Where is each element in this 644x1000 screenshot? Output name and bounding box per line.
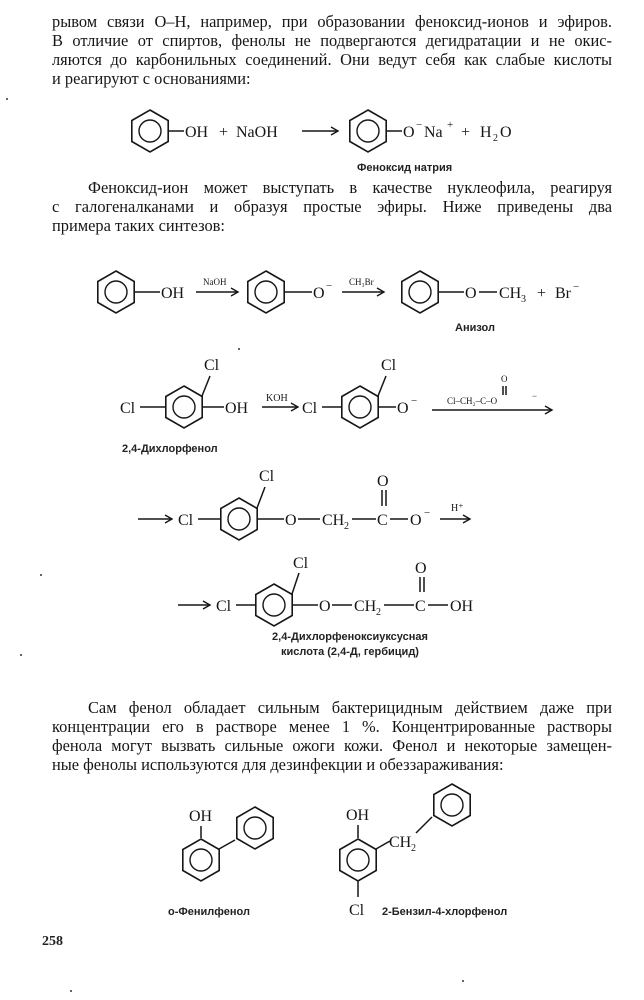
methylene-label: CH [389,834,412,851]
ether-oxygen-label: O [465,285,477,302]
paragraph-1-line: и реагируют с основаниями: [52,69,251,88]
phenoxide-oxygen-label: O [397,400,409,417]
carbonyl-oxygen-label: O [415,560,427,577]
benzene-ring [166,386,202,428]
subscript-3: 3 [521,294,526,305]
paragraph-2-line: Феноксид-ион может выступать в качестве нуклеофила, реагируя [88,178,612,197]
hydroxyl-label: OH [185,124,209,141]
reaction-anisole [0,262,644,332]
page-number: 258 [42,934,63,949]
methylene-label: CH [354,598,377,615]
chlorine-label: Cl [204,357,220,374]
hydrogen-label: H [480,124,492,141]
charge-minus: − [326,280,333,292]
caption-anisole: Анизол [455,322,495,334]
paragraph-2 [52,178,612,235]
paragraph-3-line: концентрации его в растворе менее 1 %. Концентрированные растворы [52,717,612,736]
paragraph-2-line: с галогеналканами и образуя простые эфиры. Ниже приведены два [52,197,612,216]
caption-sodium-phenoxide: Феноксид натрия [357,162,453,174]
hydroxyl-label: OH [189,808,213,825]
benzene-ring [132,110,168,152]
scan-speck [462,980,464,982]
reaction-24d-acid [0,550,644,630]
charge-minus: − [416,119,423,131]
paragraph-1 [52,12,612,88]
subscript-2: 2 [493,133,498,144]
hydroxyl-label: OH [450,598,474,615]
benzene-ring [256,584,292,626]
benzene-ring [342,386,378,428]
scan-speck [70,990,72,992]
methyl-label: CH [499,285,522,302]
benzene-ring [402,271,438,313]
benzene-ring [340,839,376,881]
caption-24d-line-1: 2,4-Дихлорфеноксиуксусная [272,631,428,643]
carbonyl-oxygen-label: O [501,374,508,384]
caption-2-benzyl-4-chlorophenol: 2-Бензил-4-хлорфенол [382,906,508,918]
benzene-ring [350,110,386,152]
reaction-phenoxyacetate [0,460,644,545]
benzene-ring [248,271,284,313]
benzene-ring [98,271,134,313]
caption-24d-line-2: кислота (2,4-Д, гербицид) [281,646,419,658]
paragraph-1-line: ляются до карбонильных соединений. Они ведут себя как слабые кислоты [52,50,612,69]
chloroacetate-charge: − [532,391,538,401]
bromide-label: Br [555,285,571,302]
reaction-dichlorophenol-koh [0,350,644,440]
reagent-koh: KOH [266,393,288,404]
scan-speck [238,348,240,350]
scan-speck [40,574,42,576]
paragraph-2-line: примера таких синтезов: [52,216,225,235]
structure-2-benzyl-4-chlorophenol [0,775,644,920]
subscript-2: 2 [376,607,381,618]
reagent-ch3br: CH₃Br [349,277,374,287]
chlorine-label: Cl [349,902,365,919]
phenoxide-oxygen-label: O [403,124,415,141]
paragraph-3 [52,698,612,774]
ether-oxygen-label: O [319,598,331,615]
oxygen-label: O [410,512,422,529]
plus-sign: + [461,124,471,141]
chlorine-label: Cl [120,400,136,417]
subscript-2: 2 [411,843,416,854]
chlorine-label: Cl [216,598,232,615]
chlorine-label: Cl [381,357,397,374]
scan-speck [20,654,22,656]
methylene-label: CH [322,512,345,529]
paragraph-1-line: В отличие от спиртов, фенолы не подвергаются дегидратации и не окис- [52,31,612,50]
charge-minus: − [573,281,580,293]
caption-o-phenylphenol: о-Фенилфенол [168,906,250,918]
chlorine-label: Cl [178,512,194,529]
reagent-h-plus: H⁺ [451,503,464,514]
plus-sign: + [219,124,229,141]
subscript-2: 2 [344,521,349,532]
chlorine-label: Cl [302,400,318,417]
charge-minus: − [424,507,431,519]
phenoxide-oxygen-label: O [313,285,325,302]
reaction-phenol-naoh [0,100,644,180]
carbonyl-oxygen-label: O [377,473,389,490]
hydroxyl-label: OH [225,400,249,417]
charge-minus: − [411,395,418,407]
oxygen-label: O [500,124,512,141]
naoh-label: NaOH [236,124,278,141]
caption-dichlorophenol: 2,4-Дихлорфенол [122,443,218,455]
paragraph-3-line: фенола могут вызвать сильные ожоги кожи. Фенол и некоторые замещен- [52,736,612,755]
paragraph-3-line: ные фенолы используются для дезинфекции и обеззараживания: [52,755,504,774]
plus-sign: + [537,285,547,302]
benzene-ring [221,498,257,540]
carbon-label: C [415,598,426,615]
paragraph-3-line: Сам фенол обладает сильным бактерицидным действием даже при [88,698,612,717]
paragraph-1-line: рывом связи O–H, например, при образовании феноксид-ионов и эфиров. [52,12,612,31]
ether-oxygen-label: O [285,512,297,529]
sodium-label: Na [424,124,443,141]
chloroacetate-reagent: Cl–CH₂–C–O [447,396,498,406]
carbon-label: C [377,512,388,529]
hydroxyl-label: OH [346,807,370,824]
chlorine-label: Cl [293,555,309,572]
chlorine-label: Cl [259,468,275,485]
benzene-ring [434,784,470,826]
scan-speck [6,98,8,100]
reagent-naoh: NaOH [203,277,227,287]
charge-plus: + [447,119,454,131]
hydroxyl-label: OH [161,285,185,302]
